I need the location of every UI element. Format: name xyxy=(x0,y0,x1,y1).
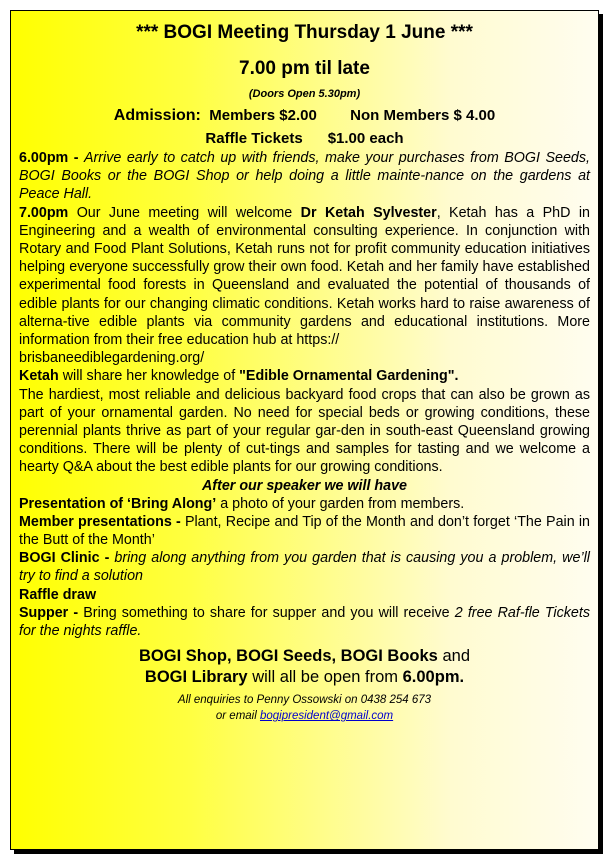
email-line xyxy=(11,708,598,724)
talk-topic: "Edible Ornamental Gardening". xyxy=(239,368,459,385)
meeting-time: 7.00 pm til late xyxy=(239,58,370,79)
meeting-flyer xyxy=(10,10,599,850)
library-label: BOGI Library xyxy=(144,668,248,687)
non-members-price: Non Members $ 4.00 xyxy=(350,107,496,124)
email-link[interactable]: bogipresident@gmail.com xyxy=(259,710,394,723)
talk-description: The hardiest, most reliable and delicious backyard food crops that can also be grown as part of your ornamental garden. No need for special beds or growing conditions, these perennial plants thrive as part of your regular gar-den in south-east Queensland growing conditions. There will be plenty of cut-tings and samples for tasting and we welcome a hearty Q&A about the best edible plants for our growing conditions. xyxy=(19,386,590,476)
bogi-clinic-text: bring along anything from you garden that is causing you a problem, we’ll try to find a solution xyxy=(19,550,590,585)
raffle-price: $1.00 each xyxy=(327,130,404,147)
bogi-clinic-label: BOGI Clinic - xyxy=(19,550,110,567)
early-arrival-paragraph xyxy=(19,149,590,204)
speaker-paragraph xyxy=(19,204,590,368)
doors-open-note: (Doors Open 5.30pm) xyxy=(248,88,361,100)
raffle-line xyxy=(11,129,598,149)
bring-along-item xyxy=(19,495,590,513)
open-shops-line-2 xyxy=(11,667,598,688)
open-from-text: will all be open from xyxy=(252,668,399,687)
member-presentations-label: Member presentations - xyxy=(19,513,181,530)
speaker-intro: Our June meeting will welcome xyxy=(76,204,293,221)
admission-label: Admission: xyxy=(113,107,201,124)
bring-along-text: a photo of your garden from members. xyxy=(220,495,465,512)
email-prefix: or email xyxy=(215,710,257,723)
shops-list: BOGI Shop, BOGI Seeds, BOGI Books xyxy=(138,647,438,666)
supper-label: Supper - xyxy=(19,604,79,621)
bring-along-label: Presentation of ‘Bring Along’ xyxy=(19,495,217,512)
speaker-bio: , Ketah has a PhD in Engineering and a wealth of environmental consulting experience. In conjunction with Rotary and Food Plant Solutions, Ketah runs not for profit community education initiatives helping everyone successfully grow their own food. Ketah and her family have established experimental food forests in Queensland and evaluated the potential of thousands of edible plants for our changing climatic conditions. Ketah works hard to raise awareness of alterna-tive edible plants via community gardens and educational institutions. More information from their free education hub at https:// xyxy=(19,204,590,349)
open-time: 6.00pm. xyxy=(402,668,465,687)
speaker-url: brisbaneediblegardening.org/ xyxy=(19,350,205,367)
member-presentations-text: Plant, Recipe and Tip of the Month and don’t forget ‘The Pain in the Butt of the Month’ xyxy=(19,513,590,549)
members-price: Members $2.00 xyxy=(209,107,317,124)
supper-text: Bring something to share for supper and you will receive xyxy=(83,604,450,621)
meeting-start-time: 7.00pm xyxy=(19,204,69,221)
talk-topic-line xyxy=(19,367,590,385)
early-text: Arrive early to catch up with friends, make your purchases from BOGI Seeds, BOGI Books or the BOGI Shop or help doing a little mainte-nance on the gardens at Peace Hall. xyxy=(19,150,590,203)
share-text: will share her knowledge of xyxy=(62,368,236,385)
after-speaker-heading: After our speaker we will have xyxy=(201,477,407,494)
member-presentations-item xyxy=(19,513,590,549)
raffle-label: Raffle Tickets xyxy=(205,130,303,147)
supper-raffle-tickets: 2 free Raf-fle Tickets for the nights raffle. xyxy=(19,604,590,640)
meeting-title: *** BOGI Meeting Thursday 1 June *** xyxy=(136,22,473,43)
raffle-draw-item: Raffle draw xyxy=(19,586,97,603)
admission-line xyxy=(11,106,598,126)
shops-and: and xyxy=(442,647,470,666)
enquiries-line: All enquiries to Penny Ossowski on 0438 254 673 xyxy=(177,694,432,707)
open-shops-line-1 xyxy=(11,646,598,667)
speaker-name: Dr Ketah Sylvester xyxy=(300,204,437,221)
flyer-body xyxy=(11,149,598,640)
share-name: Ketah xyxy=(19,368,59,385)
bogi-clinic-item xyxy=(19,549,590,585)
supper-item xyxy=(19,604,590,640)
early-time: 6.00pm - xyxy=(19,150,79,166)
